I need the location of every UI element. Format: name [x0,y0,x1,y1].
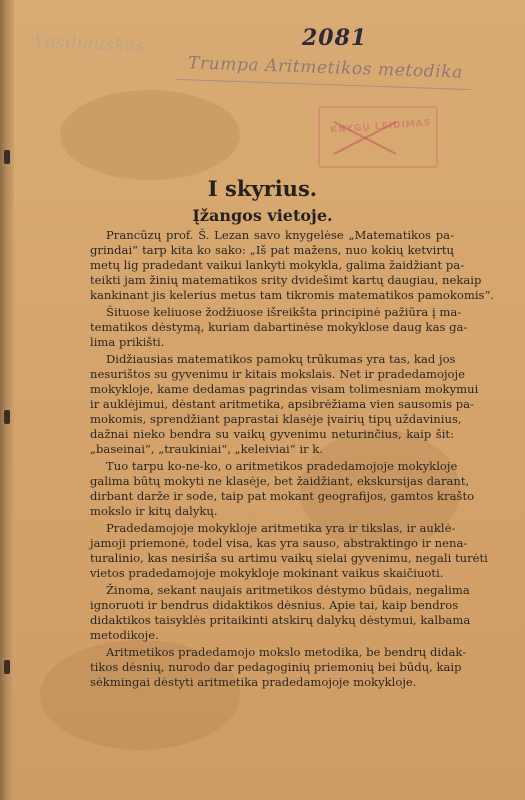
paragraph [90,645,467,690]
binding-stitch [4,410,10,424]
stamp-cross-mark [330,118,400,158]
handwritten-name: Vasiliauskas [33,32,146,56]
text-line: metų lig pradedant vaikui lankyti mokykla, galima žaidžiant pa- [90,258,465,272]
text-line: teikti jam žinių matematikos srity dvidešimt kartų daugiau, nekaip [90,273,482,287]
text-line: Didžiausias matematikos pamokų trūkumas yra tas, kad jos [106,352,456,366]
paragraph [90,459,475,519]
text-line: galima būtų mokyti ne klasėje, bet žaidžiant, ekskursijas darant, [90,474,470,488]
text-line: dažnai nieko bendra su vaikų gyvenimu neturinčius, kaip šit: [90,427,454,441]
text-line: Pradedamojoje mokykloje aritmetika yra ir tikslas, ir auklė- [106,521,456,535]
text-line: mokslo ir kitų dalykų. [90,504,218,518]
binding-stitch [4,660,10,674]
paragraph [90,521,488,581]
text-line: kankinant jis kelerius metus tam tikromis matematikos pamokomis“. [90,288,495,302]
text-line: sėkmingai dėstyti aritmetika pradedamojoje mokykloje. [90,675,417,689]
paragraph [90,352,479,457]
text-line: mokykloje, kame dedamas pagrindas visam tolimesniam mokymui [90,382,479,396]
stamp-text: KNYGŲ LEIDIMAS [329,118,432,136]
paper-stain [60,90,240,180]
paragraph [90,305,468,350]
section-heading: Įžangos vietoje. [192,206,333,225]
text-line: Tuo tarpu ko-ne-ko, o aritmetikos pradedamojoje mokykloje [106,459,458,473]
text-line: lima prikišti. [90,335,165,349]
paragraph [90,583,471,643]
paragraph [90,228,495,303]
text-line: nesurištos su gyvenimu ir kitais mokslais. Net ir pradedamojoje [90,367,465,381]
binding-stitch [4,150,10,164]
text-line: „baseinai“, „traukiniai“, „keleiviai“ ir k. [90,442,323,456]
text-line: turalinio, kas nesiriša su artimu vaikų sielai gyvenimu, negali turėti [90,551,488,565]
text-line: Aritmetikos pradedamojo mokslo metodika, be bendrų didak- [106,645,467,659]
body-text [90,228,495,692]
text-line: ir auklėjimui, dėstant aritmetika, apsibrėžiama vien sausomis pa- [90,397,474,411]
paragraph-gap [90,690,454,692]
text-line: tikos dėsnių, nurodo dar pedagoginių priemonių bei būdų, kaip [90,660,462,674]
text-line: metodikoje. [90,628,159,642]
handwritten-number: 2081 [302,25,368,51]
text-line: dirbant darže ir sode, taip pat mokant geografijos, gamtos krašto [90,489,475,503]
text-line: Žinoma, sekant naujais aritmetikos dėstymo būdais, negalima [106,583,470,597]
text-line: Šituose keliuose žodžiuose išreikšta principinė pažiūra į ma- [106,305,462,319]
chapter-heading: I skyrius. [207,176,318,201]
text-line: jamoji priemonė, todel visa, kas yra sauso, abstraktingo ir nena- [90,536,468,550]
text-line: grindai“ tarp kita ko sako: „Iš pat mažens, nuo kokių ketvirtų [90,243,454,257]
text-line: mokomis, sprendžiant paprastai klasėje įvairių tipų uždavinius, [90,412,462,426]
binding-spine [0,0,14,800]
text-line: didaktikos taisyklės pritaikinti atskirų dalykų dėstymui, kalbama [90,613,471,627]
text-line: tematikos dėstymą, kuriam dabartinėse mokyklose daug kas ga- [90,320,468,334]
text-line: Prancūzų prof. Š. Lezan savo knygelėse „Matematikos pa- [106,228,454,242]
text-line: ignoruoti ir bendrus didaktikos dėsnius. Apie tai, kaip bendros [90,598,459,612]
text-line: vietos pradedamojoje mokykloje mokinant vaikus skaičiuoti. [90,566,444,580]
handwritten-title: Trumpa Aritmetikos metodika [187,53,464,83]
